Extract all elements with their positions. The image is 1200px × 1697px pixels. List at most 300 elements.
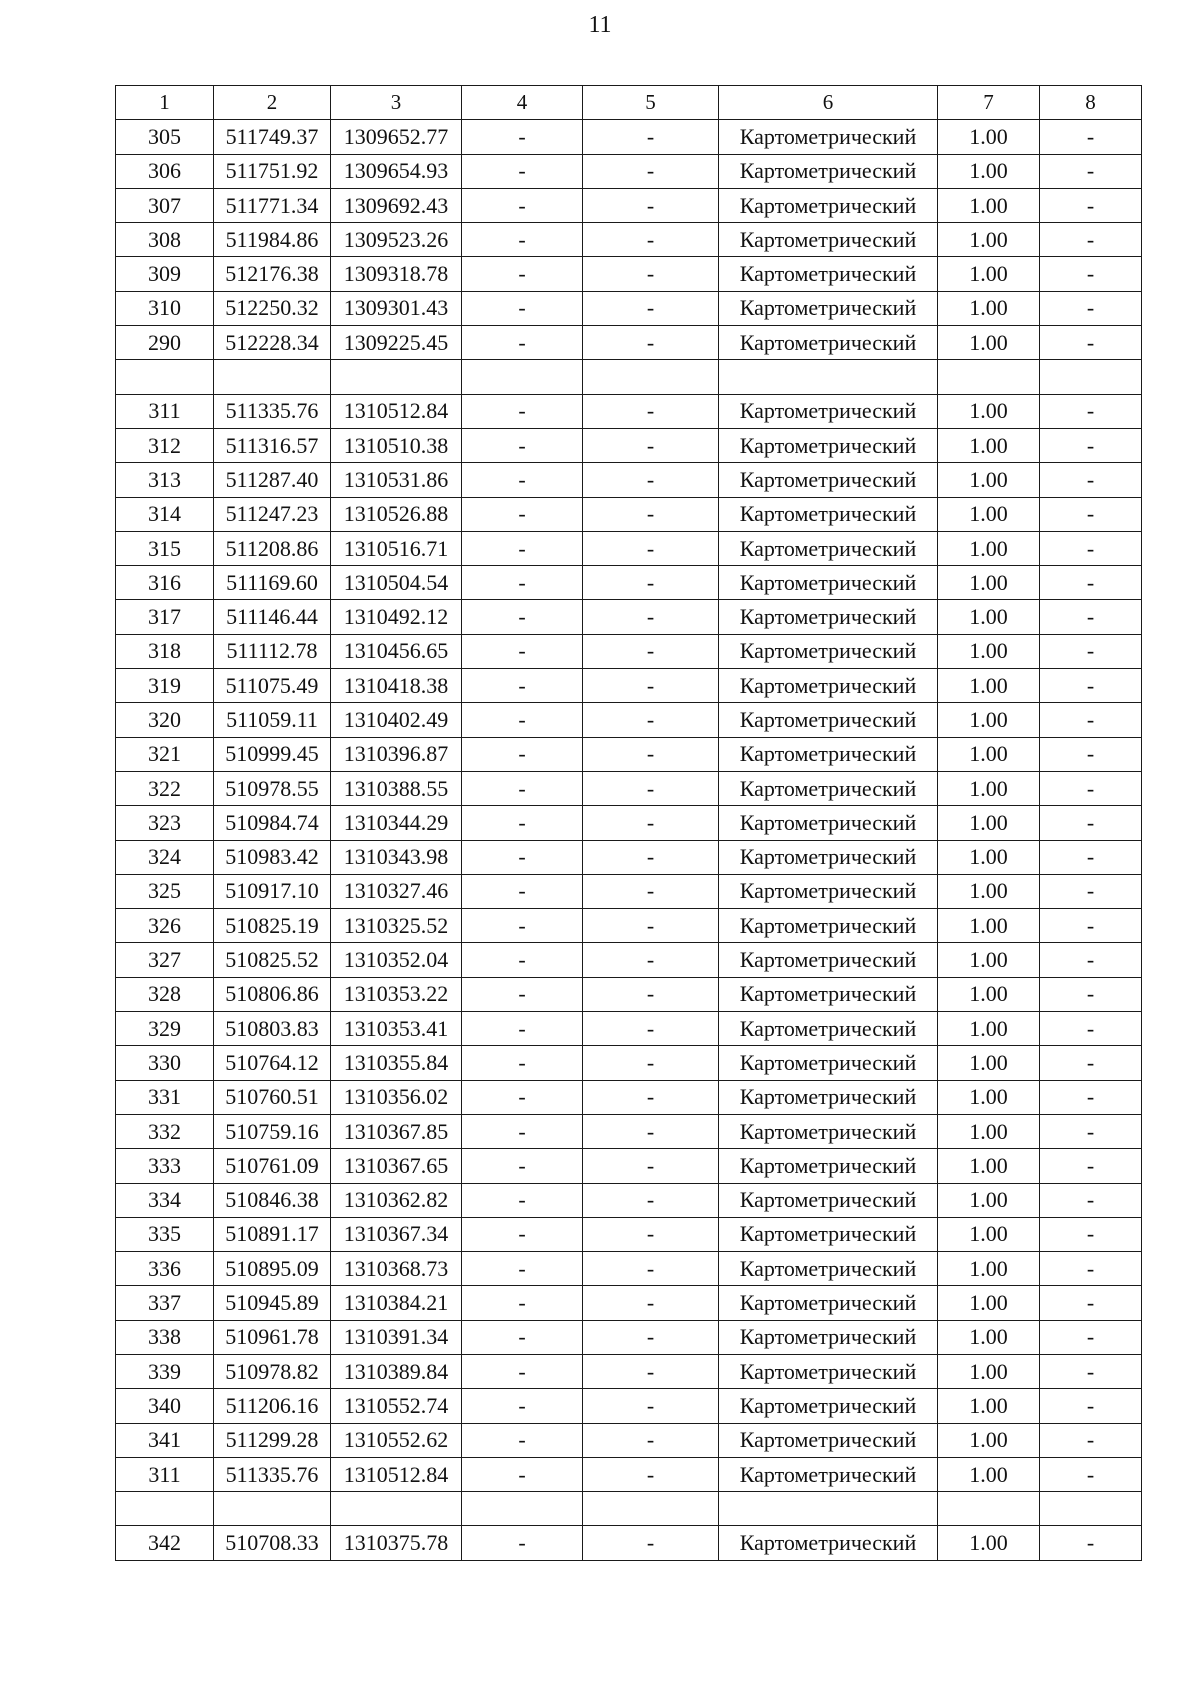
- table-cell-col-8: -: [1040, 463, 1142, 497]
- table-cell-col-7: 1.00: [938, 463, 1040, 497]
- table-cell-col-7: 1.00: [938, 1252, 1040, 1286]
- table-cell-col-4: -: [462, 1114, 583, 1148]
- table-cell-col-8: -: [1040, 1012, 1142, 1046]
- table-cell-col-6: Картометрический: [719, 1389, 938, 1423]
- table-row: [116, 1389, 1142, 1423]
- table-cell-col-2: 510764.12: [214, 1046, 331, 1080]
- table-row: [116, 1217, 1142, 1251]
- table-cell-col-8: -: [1040, 120, 1142, 154]
- table-cell-col-7: 1.00: [938, 669, 1040, 703]
- table-cell-col-1: 332: [116, 1114, 214, 1148]
- table-cell-col-8: -: [1040, 566, 1142, 600]
- table-cell-col-6: Картометрический: [719, 463, 938, 497]
- table-cell-col-6: Картометрический: [719, 1080, 938, 1114]
- table-cell-col-5: -: [583, 1012, 719, 1046]
- table-row: [116, 1286, 1142, 1320]
- table-row: [116, 943, 1142, 977]
- table-row: [116, 1457, 1142, 1491]
- table-cell-col-2: 510999.45: [214, 737, 331, 771]
- table-row: [116, 326, 1142, 360]
- table-cell-col-2: 510945.89: [214, 1286, 331, 1320]
- table-cell-col-4: -: [462, 737, 583, 771]
- table-cell-col-5: -: [583, 1080, 719, 1114]
- table-cell-col-5: -: [583, 566, 719, 600]
- table-cell-col-7: 1.00: [938, 120, 1040, 154]
- table-cell-col-6: Картометрический: [719, 1423, 938, 1457]
- table-cell-col-1: 321: [116, 737, 214, 771]
- table-cell-col-6: Картометрический: [719, 1354, 938, 1388]
- table-cell-col-7: 1.00: [938, 600, 1040, 634]
- table-cell-col-5: -: [583, 428, 719, 462]
- table-cell-col-6: Картометрический: [719, 428, 938, 462]
- table-cell-col-4: -: [462, 1423, 583, 1457]
- table-cell-col-6: Картометрический: [719, 943, 938, 977]
- table-row: [116, 1012, 1142, 1046]
- separator-row: [116, 1492, 1142, 1526]
- table-cell-col-6: Картометрический: [719, 566, 938, 600]
- table-cell-col-5: -: [583, 1320, 719, 1354]
- table-cell-col-5: -: [583, 1149, 719, 1183]
- table-cell-col-6: Картометрический: [719, 840, 938, 874]
- table-cell-col-6: Картометрический: [719, 737, 938, 771]
- table-row: [116, 1320, 1142, 1354]
- table-cell-col-6: Картометрический: [719, 1252, 938, 1286]
- table-cell-col-1: 335: [116, 1217, 214, 1251]
- table-cell-col-8: -: [1040, 154, 1142, 188]
- table-cell-col-4: -: [462, 1389, 583, 1423]
- table-cell-col-3: 1309652.77: [331, 120, 462, 154]
- table-cell-col-5: -: [583, 188, 719, 222]
- table-cell-col-6: Картометрический: [719, 909, 938, 943]
- table-cell-col-5: -: [583, 1183, 719, 1217]
- table-cell-col-2: 510846.38: [214, 1183, 331, 1217]
- table-cell-col-3: [331, 360, 462, 394]
- table-cell-col-7: 1.00: [938, 909, 1040, 943]
- table-cell-col-8: -: [1040, 428, 1142, 462]
- table-row: [116, 1252, 1142, 1286]
- table-cell-col-6: Картометрический: [719, 326, 938, 360]
- table-cell-col-7: 1.00: [938, 394, 1040, 428]
- table-cell-col-8: -: [1040, 909, 1142, 943]
- table-cell-col-1: 305: [116, 120, 214, 154]
- table-cell-col-2: 511169.60: [214, 566, 331, 600]
- table-cell-col-5: -: [583, 1046, 719, 1080]
- table-cell-col-1: 315: [116, 531, 214, 565]
- table-cell-col-8: -: [1040, 1286, 1142, 1320]
- table-cell-col-5: -: [583, 1389, 719, 1423]
- table-cell-col-5: -: [583, 703, 719, 737]
- table-cell-col-6: Картометрический: [719, 1046, 938, 1080]
- table-cell-col-7: 1.00: [938, 188, 1040, 222]
- table-cell-col-8: -: [1040, 394, 1142, 428]
- table-cell-col-3: 1310355.84: [331, 1046, 462, 1080]
- table-cell-col-3: 1310353.22: [331, 977, 462, 1011]
- table-row: [116, 566, 1142, 600]
- table-cell-col-5: -: [583, 600, 719, 634]
- table-cell-col-8: -: [1040, 669, 1142, 703]
- table-cell-col-3: 1310327.46: [331, 874, 462, 908]
- table-cell-col-8: -: [1040, 1320, 1142, 1354]
- table-cell-col-5: -: [583, 840, 719, 874]
- table-cell-col-6: Картометрический: [719, 1286, 938, 1320]
- table-cell-col-2: 511984.86: [214, 223, 331, 257]
- table-cell-col-5: -: [583, 223, 719, 257]
- table-cell-col-2: 511206.16: [214, 1389, 331, 1423]
- table-cell-col-4: -: [462, 1252, 583, 1286]
- table-cell-col-5: -: [583, 737, 719, 771]
- table-cell-col-8: -: [1040, 1252, 1142, 1286]
- table-cell-col-3: 1310456.65: [331, 634, 462, 668]
- table-cell-col-4: -: [462, 154, 583, 188]
- table-cell-col-2: 510984.74: [214, 806, 331, 840]
- table-cell-col-1: 324: [116, 840, 214, 874]
- table-cell-col-1: 316: [116, 566, 214, 600]
- table-cell-col-7: 1.00: [938, 1457, 1040, 1491]
- table-cell-col-1: 325: [116, 874, 214, 908]
- table-cell-col-2: 512250.32: [214, 291, 331, 325]
- table-cell-col-7: 1.00: [938, 737, 1040, 771]
- table-cell-col-4: -: [462, 394, 583, 428]
- table-cell-col-6: Картометрический: [719, 1526, 938, 1560]
- table-cell-col-5: -: [583, 463, 719, 497]
- table-row: [116, 806, 1142, 840]
- table-cell-col-3: 1310516.71: [331, 531, 462, 565]
- table-cell-col-7: 1.00: [938, 874, 1040, 908]
- table-cell-col-3: 1310492.12: [331, 600, 462, 634]
- table-cell-col-4: -: [462, 600, 583, 634]
- table-cell-col-6: Картометрический: [719, 257, 938, 291]
- table-cell-col-8: -: [1040, 223, 1142, 257]
- table-cell-col-8: -: [1040, 840, 1142, 874]
- table-row: [116, 1183, 1142, 1217]
- table-cell-col-7: 1.00: [938, 634, 1040, 668]
- table-cell-col-2: 511112.78: [214, 634, 331, 668]
- table-cell-col-4: -: [462, 463, 583, 497]
- table-row: [116, 1046, 1142, 1080]
- table-cell-col-6: Картометрический: [719, 669, 938, 703]
- table-cell-col-1: 319: [116, 669, 214, 703]
- table-cell-col-2: 512176.38: [214, 257, 331, 291]
- table-cell-col-1: 311: [116, 394, 214, 428]
- table-cell-col-1: 336: [116, 1252, 214, 1286]
- table-cell-col-5: -: [583, 326, 719, 360]
- table-cell-col-4: -: [462, 1457, 583, 1491]
- table-row: [116, 600, 1142, 634]
- table-cell-col-3: 1310402.49: [331, 703, 462, 737]
- table-cell-col-3: 1310325.52: [331, 909, 462, 943]
- table-cell-col-1: 327: [116, 943, 214, 977]
- table-cell-col-2: 511316.57: [214, 428, 331, 462]
- table-cell-col-1: 307: [116, 188, 214, 222]
- table-cell-col-4: -: [462, 291, 583, 325]
- table-cell-col-5: -: [583, 1286, 719, 1320]
- table-cell-col-8: -: [1040, 1389, 1142, 1423]
- table-cell-col-3: 1310512.84: [331, 394, 462, 428]
- table-cell-col-1: 308: [116, 223, 214, 257]
- table-cell-col-2: 510760.51: [214, 1080, 331, 1114]
- table-row: [116, 634, 1142, 668]
- table-cell-col-7: 1.00: [938, 1286, 1040, 1320]
- table-cell-col-1: 329: [116, 1012, 214, 1046]
- coordinates-table: [115, 85, 1142, 1561]
- table-cell-col-4: -: [462, 1046, 583, 1080]
- table-cell-col-6: Картометрический: [719, 1320, 938, 1354]
- table-cell-col-2: 510983.42: [214, 840, 331, 874]
- table-cell-col-4: [462, 360, 583, 394]
- table-row: [116, 840, 1142, 874]
- table-cell-col-8: -: [1040, 326, 1142, 360]
- table-cell-col-1: 328: [116, 977, 214, 1011]
- table-cell-col-3: 1309318.78: [331, 257, 462, 291]
- table-cell-col-4: -: [462, 634, 583, 668]
- table-cell-col-2: 510761.09: [214, 1149, 331, 1183]
- table-cell-col-6: Картометрический: [719, 497, 938, 531]
- table-cell-col-8: -: [1040, 257, 1142, 291]
- table-cell-col-7: 1.00: [938, 1526, 1040, 1560]
- table-cell-col-1: 313: [116, 463, 214, 497]
- table-cell-col-4: -: [462, 840, 583, 874]
- table-cell-col-3: 1310526.88: [331, 497, 462, 531]
- table-cell-col-5: -: [583, 806, 719, 840]
- table-row: [116, 1080, 1142, 1114]
- table-cell-col-7: 1.00: [938, 703, 1040, 737]
- table-cell-col-1: 330: [116, 1046, 214, 1080]
- table-row: [116, 497, 1142, 531]
- table-cell-col-3: 1310356.02: [331, 1080, 462, 1114]
- table-cell-col-6: Картометрический: [719, 1012, 938, 1046]
- table-cell-col-6: Картометрический: [719, 1457, 938, 1491]
- table-cell-col-3: 1309692.43: [331, 188, 462, 222]
- table-header-row: [116, 86, 1142, 120]
- table-cell-col-8: -: [1040, 1354, 1142, 1388]
- table-cell-col-2: 511075.49: [214, 669, 331, 703]
- table-cell-col-7: 1.00: [938, 1046, 1040, 1080]
- table-cell-col-7: 1.00: [938, 1012, 1040, 1046]
- table-cell-col-8: -: [1040, 1183, 1142, 1217]
- table-row: [116, 1423, 1142, 1457]
- table-cell-col-2: 510825.19: [214, 909, 331, 943]
- table-cell-col-8: -: [1040, 771, 1142, 805]
- table-cell-col-6: Картометрический: [719, 154, 938, 188]
- table-cell-col-2: 510891.17: [214, 1217, 331, 1251]
- table-cell-col-4: [462, 1492, 583, 1526]
- table-cell-col-1: 338: [116, 1320, 214, 1354]
- table-cell-col-4: -: [462, 1354, 583, 1388]
- table-cell-col-4: -: [462, 1526, 583, 1560]
- table-cell-col-3: 1309225.45: [331, 326, 462, 360]
- table-cell-col-4: -: [462, 669, 583, 703]
- table-cell-col-1: 290: [116, 326, 214, 360]
- column-header-5: 5: [583, 86, 719, 120]
- table-cell-col-8: -: [1040, 1217, 1142, 1251]
- table-cell-col-3: 1310388.55: [331, 771, 462, 805]
- table-cell-col-2: 510895.09: [214, 1252, 331, 1286]
- table-cell-col-8: -: [1040, 1046, 1142, 1080]
- table-cell-col-8: -: [1040, 1114, 1142, 1148]
- table-cell-col-7: 1.00: [938, 943, 1040, 977]
- table-cell-col-5: [583, 360, 719, 394]
- table-cell-col-3: [331, 1492, 462, 1526]
- table-cell-col-4: -: [462, 531, 583, 565]
- table-cell-col-1: 320: [116, 703, 214, 737]
- table-cell-col-3: 1310367.34: [331, 1217, 462, 1251]
- table-cell-col-5: -: [583, 1457, 719, 1491]
- table-cell-col-8: -: [1040, 806, 1142, 840]
- table-cell-col-3: 1310368.73: [331, 1252, 462, 1286]
- table-cell-col-8: -: [1040, 1423, 1142, 1457]
- table-cell-col-2: 511299.28: [214, 1423, 331, 1457]
- table-cell-col-5: -: [583, 1354, 719, 1388]
- table-cell-col-1: 340: [116, 1389, 214, 1423]
- table-cell-col-6: Картометрический: [719, 291, 938, 325]
- table-cell-col-2: 510978.82: [214, 1354, 331, 1388]
- table-row: [116, 428, 1142, 462]
- table-cell-col-5: -: [583, 943, 719, 977]
- column-header-3: 3: [331, 86, 462, 120]
- table-cell-col-4: -: [462, 1012, 583, 1046]
- table-cell-col-1: 322: [116, 771, 214, 805]
- separator-row: [116, 360, 1142, 394]
- table-cell-col-3: 1310552.74: [331, 1389, 462, 1423]
- table-row: [116, 737, 1142, 771]
- table-cell-col-2: 511247.23: [214, 497, 331, 531]
- table-cell-col-7: 1.00: [938, 806, 1040, 840]
- table-row: [116, 1526, 1142, 1560]
- table-cell-col-4: -: [462, 703, 583, 737]
- table-cell-col-7: [938, 360, 1040, 394]
- column-header-7: 7: [938, 86, 1040, 120]
- table-body: [116, 120, 1142, 1560]
- table-row: [116, 771, 1142, 805]
- table-cell-col-1: 341: [116, 1423, 214, 1457]
- table-cell-col-5: -: [583, 257, 719, 291]
- table-cell-col-3: 1310367.85: [331, 1114, 462, 1148]
- table-cell-col-1: 309: [116, 257, 214, 291]
- table-cell-col-6: Картометрический: [719, 223, 938, 257]
- table-cell-col-4: -: [462, 120, 583, 154]
- table-cell-col-1: 312: [116, 428, 214, 462]
- table-cell-col-7: 1.00: [938, 1183, 1040, 1217]
- table-cell-col-8: -: [1040, 703, 1142, 737]
- table-cell-col-7: 1.00: [938, 1354, 1040, 1388]
- table-cell-col-5: -: [583, 394, 719, 428]
- table-cell-col-7: 1.00: [938, 154, 1040, 188]
- table-cell-col-5: -: [583, 1526, 719, 1560]
- table-cell-col-2: 510825.52: [214, 943, 331, 977]
- table-cell-col-4: -: [462, 1183, 583, 1217]
- table-cell-col-6: Картометрический: [719, 703, 938, 737]
- table-cell-col-6: Картометрический: [719, 1183, 938, 1217]
- table-cell-col-1: 311: [116, 1457, 214, 1491]
- table-row: [116, 394, 1142, 428]
- table-cell-col-5: -: [583, 1252, 719, 1286]
- table-cell-col-6: Картометрический: [719, 600, 938, 634]
- table-cell-col-4: -: [462, 909, 583, 943]
- table-row: [116, 154, 1142, 188]
- column-header-4: 4: [462, 86, 583, 120]
- table-cell-col-3: 1310389.84: [331, 1354, 462, 1388]
- table-cell-col-5: -: [583, 291, 719, 325]
- table-cell-col-3: 1310512.84: [331, 1457, 462, 1491]
- table-cell-col-7: 1.00: [938, 531, 1040, 565]
- table-cell-col-7: 1.00: [938, 1149, 1040, 1183]
- table-cell-col-2: 511287.40: [214, 463, 331, 497]
- table-cell-col-6: Картометрический: [719, 874, 938, 908]
- table-cell-col-3: 1309523.26: [331, 223, 462, 257]
- table-row: [116, 977, 1142, 1011]
- table-cell-col-8: -: [1040, 1149, 1142, 1183]
- table-cell-col-2: [214, 360, 331, 394]
- table-cell-col-7: 1.00: [938, 566, 1040, 600]
- table-cell-col-6: Картометрический: [719, 188, 938, 222]
- column-header-8: 8: [1040, 86, 1142, 120]
- table-row: [116, 669, 1142, 703]
- table-cell-col-3: 1309301.43: [331, 291, 462, 325]
- table-row: [116, 257, 1142, 291]
- table-cell-col-5: -: [583, 874, 719, 908]
- table-cell-col-8: [1040, 360, 1142, 394]
- table-cell-col-2: 511146.44: [214, 600, 331, 634]
- table-cell-col-7: 1.00: [938, 428, 1040, 462]
- table-cell-col-1: 342: [116, 1526, 214, 1560]
- table-cell-col-3: 1310504.54: [331, 566, 462, 600]
- table-cell-col-2: 511335.76: [214, 394, 331, 428]
- table-cell-col-2: 511059.11: [214, 703, 331, 737]
- table-cell-col-1: [116, 360, 214, 394]
- table-cell-col-1: 339: [116, 1354, 214, 1388]
- table-cell-col-7: 1.00: [938, 326, 1040, 360]
- table-cell-col-6: Картометрический: [719, 1114, 938, 1148]
- table-cell-col-6: [719, 360, 938, 394]
- table-cell-col-6: Картометрический: [719, 806, 938, 840]
- table-cell-col-6: Картометрический: [719, 634, 938, 668]
- table-cell-col-2: 511751.92: [214, 154, 331, 188]
- table-cell-col-3: 1310510.38: [331, 428, 462, 462]
- table-cell-col-7: 1.00: [938, 977, 1040, 1011]
- table-cell-col-2: 510961.78: [214, 1320, 331, 1354]
- table-row: [116, 223, 1142, 257]
- table-cell-col-2: 510978.55: [214, 771, 331, 805]
- table-cell-col-2: 510759.16: [214, 1114, 331, 1148]
- table-cell-col-2: 510803.83: [214, 1012, 331, 1046]
- column-header-1: 1: [116, 86, 214, 120]
- table-cell-col-1: 331: [116, 1080, 214, 1114]
- table-cell-col-4: -: [462, 428, 583, 462]
- table-cell-col-1: 314: [116, 497, 214, 531]
- table-row: [116, 291, 1142, 325]
- table-cell-col-1: [116, 1492, 214, 1526]
- page-number: 11: [588, 12, 612, 38]
- table-cell-col-8: -: [1040, 874, 1142, 908]
- table-cell-col-4: -: [462, 566, 583, 600]
- table-cell-col-8: -: [1040, 1526, 1142, 1560]
- table-cell-col-5: -: [583, 977, 719, 1011]
- table-cell-col-1: 326: [116, 909, 214, 943]
- table-cell-col-3: 1310352.04: [331, 943, 462, 977]
- table-row: [116, 1149, 1142, 1183]
- table-cell-col-7: [938, 1492, 1040, 1526]
- table-cell-col-5: -: [583, 1423, 719, 1457]
- table-row: [116, 1114, 1142, 1148]
- table-cell-col-4: -: [462, 977, 583, 1011]
- table-cell-col-5: -: [583, 1217, 719, 1251]
- table-cell-col-6: Картометрический: [719, 394, 938, 428]
- table-cell-col-8: -: [1040, 600, 1142, 634]
- table-cell-col-5: [583, 1492, 719, 1526]
- table-cell-col-6: Картометрический: [719, 1149, 938, 1183]
- table-cell-col-5: -: [583, 634, 719, 668]
- table-cell-col-7: 1.00: [938, 291, 1040, 325]
